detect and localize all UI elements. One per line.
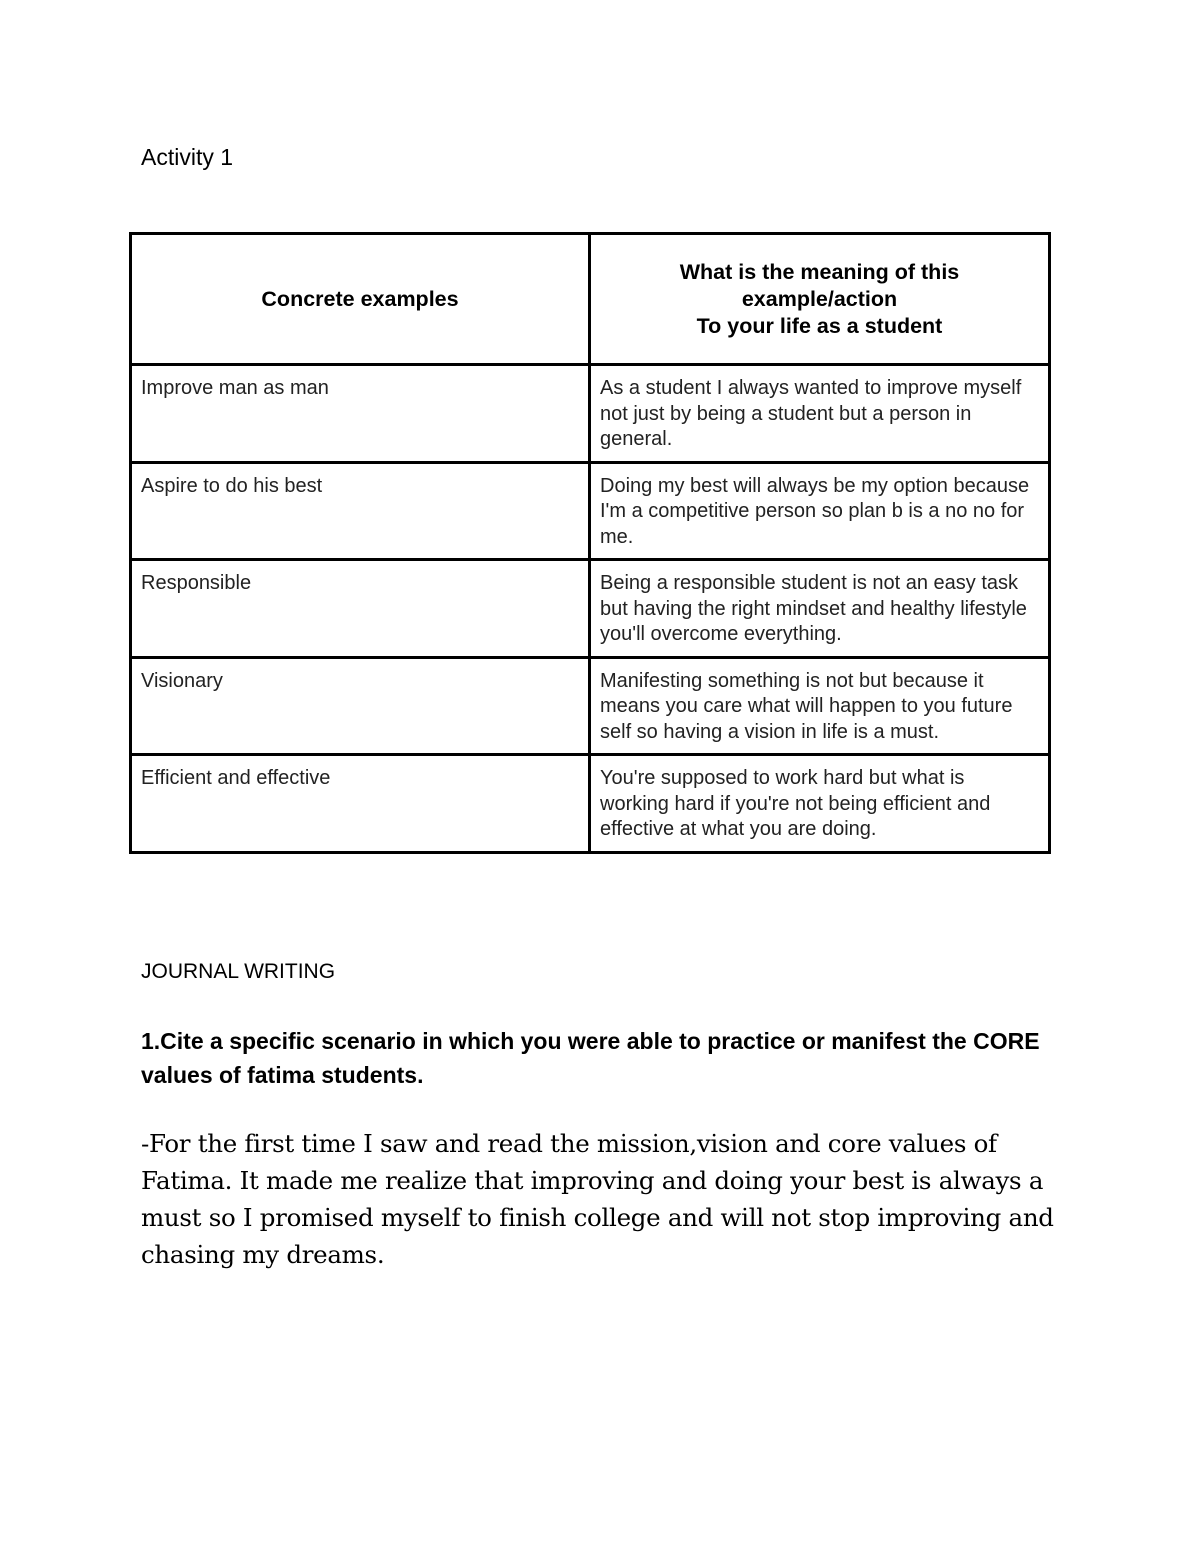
table-row: [131, 657, 1050, 755]
meaning-cell: Being a responsible student is not an easy task but having the right mindset and healthy lifestyle you'll overcome everything.: [590, 560, 1050, 658]
header-meaning-line1: What is the meaning of this example/action: [679, 259, 960, 311]
meaning-cell: As a student I always wanted to improve myself not just by being a student but a person in general.: [590, 365, 1050, 463]
example-cell: Improve man as man: [131, 365, 590, 463]
core-values-table: [129, 232, 1051, 854]
table-row: [131, 755, 1050, 853]
table-header-row: [131, 234, 1050, 365]
example-cell: Responsible: [131, 560, 590, 658]
table-row: [131, 462, 1050, 560]
table-row: [131, 560, 1050, 658]
header-concrete-examples: Concrete examples: [131, 234, 590, 365]
meaning-cell: Manifesting something is not but because it means you care what will happen to you future self so having a vision in life is a must.: [590, 657, 1050, 755]
meaning-cell: You're supposed to work hard but what is working hard if you're not being efficient and effective at what you are doing.: [590, 755, 1050, 853]
activity-title: Activity 1: [141, 144, 234, 170]
journal-heading: JOURNAL WRITING: [141, 960, 336, 983]
example-cell: Visionary: [131, 657, 590, 755]
journal-answer: -For the first time I saw and read the mission,vision and core values of Fatima. It made me realize that improving and doing your best is always a must so I promised myself to finish college and will not stop improving and chasing my dreams.: [141, 1129, 1054, 1269]
meaning-cell: Doing my best will always be my option because I'm a competitive person so plan b is a no no for me.: [590, 462, 1050, 560]
table-row: [131, 365, 1050, 463]
example-cell: Aspire to do his best: [131, 462, 590, 560]
header-meaning-line2: To your life as a student: [696, 313, 943, 338]
header-meaning: [590, 234, 1050, 365]
journal-question: 1.Cite a specific scenario in which you were able to practice or manifest the CORE values of fatima students.: [141, 1028, 1040, 1088]
example-cell: Efficient and effective: [131, 755, 590, 853]
